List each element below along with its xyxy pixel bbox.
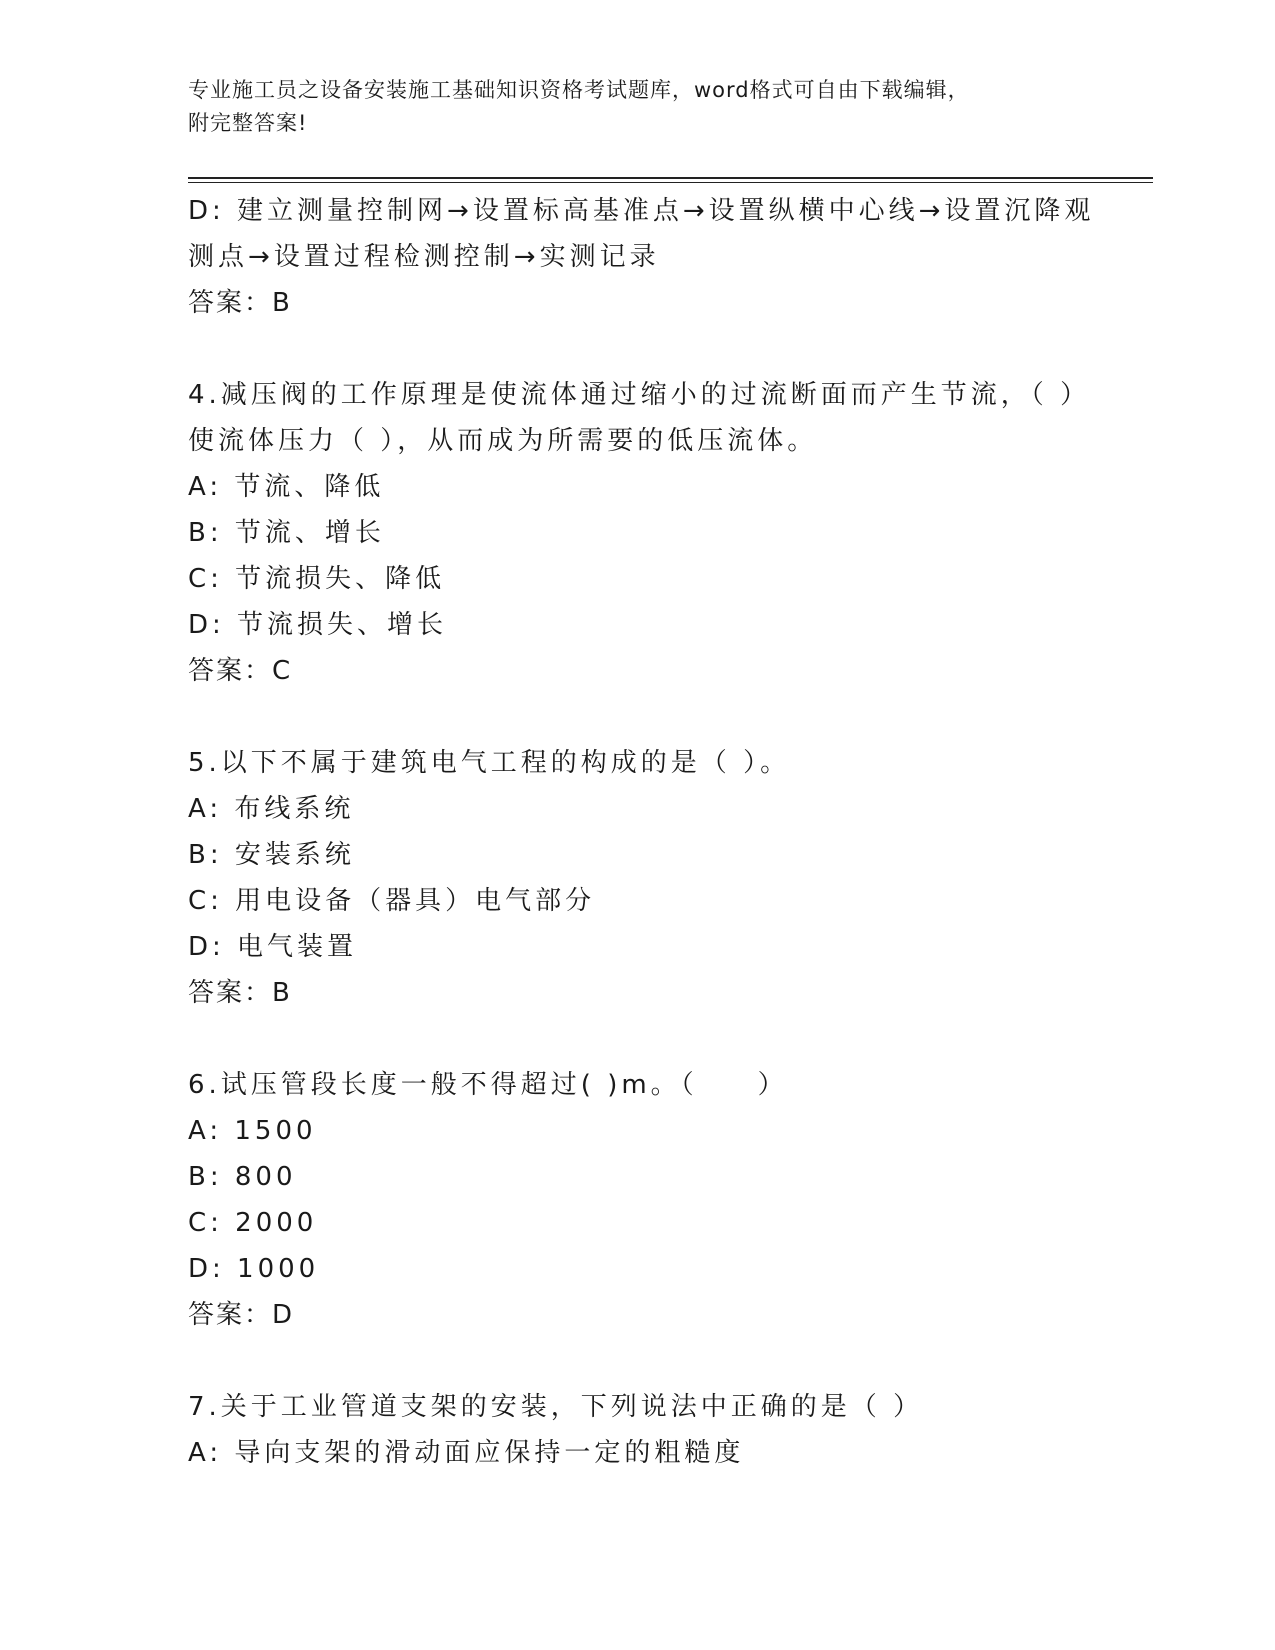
option-b: B: 节流、增长 [188,518,385,548]
option-c: C: 节流损失、降低 [188,564,446,594]
question-4 [188,372,1091,694]
answer: 答案：B [188,288,292,318]
question-stem-cont: 使流体压力（ ），从而成为所需要的低压流体。 [188,426,818,456]
question-list [188,188,1095,1476]
header-line-1: 专业施工员之设备安装施工基础知识资格考试题库，word格式可自由下载编辑， [188,78,970,102]
document-header [188,74,1088,140]
header-line-2: 附完整答案! [188,111,308,135]
question-stem: 5.以下不属于建筑电气工程的构成的是（ ）。 [188,748,791,778]
answer: 答案：B [188,978,292,1008]
option-d: D: 节流损失、增长 [188,610,448,640]
option-d-line-2: 测点→设置过程检测控制→实测记录 [188,242,660,272]
option-b: B: 安装系统 [188,840,355,870]
option-c: C: 用电设备（器具）电气部分 [188,886,596,916]
header-divider-thick [188,177,1153,179]
option-c: C: 2000 [188,1208,318,1238]
option-b: B: 800 [188,1162,297,1192]
answer: 答案：C [188,656,293,686]
option-a: A: 节流、降低 [188,472,385,502]
option-d: D: 1000 [188,1254,320,1284]
question-7 [188,1384,1088,1476]
question-stem: 7.关于工业管道支架的安装，下列说法中正确的是（ ） [188,1392,924,1422]
option-d-line-1: D: 建立测量控制网→设置标高基准点→设置纵横中心线→设置沉降观 [188,196,1095,226]
option-a: A: 1500 [188,1116,317,1146]
question-6 [188,1062,1088,1338]
header-divider-thin [188,182,1153,183]
answer: 答案：D [188,1300,295,1330]
question-stem: 4.减压阀的工作原理是使流体通过缩小的过流断面而产生节流，（ ） [188,380,1091,410]
question-stem: 6.试压管段长度一般不得超过( )m。（ ） [188,1070,788,1100]
option-a: A: 导向支架的滑动面应保持一定的粗糙度 [188,1438,745,1468]
option-d: D: 电气装置 [188,932,358,962]
option-a: A: 布线系统 [188,794,355,824]
question-5 [188,740,1088,1016]
